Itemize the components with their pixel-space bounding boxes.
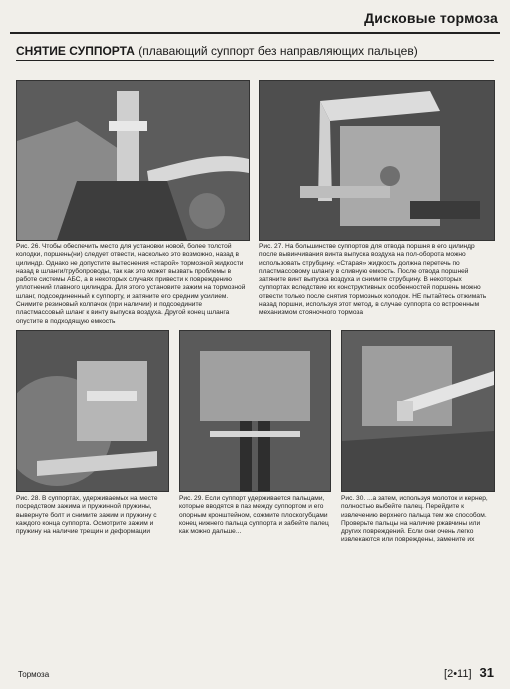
figure-27-caption: Рис. 27. На большинстве суппортов для отвода поршня в его цилиндр после вывинчивания винта выпуска воздуха на пол-оборота можно использовать струбцину. «Старая» жидкость должна перетечь по пластмассовому шлангу в сливную емкость. После отвода поршней затяните винт выпуска воздуха и снимите струбцину. В некоторых суппортах вследствие их конструктивных особенностей поршень можно отвести только после снятия тормозных колодок. НЕ пытайтесь отжимать назад поршни, используя этот метод, в случае суппорта со встроенным механизмом стояночного тормоза xyxy=(259,243,487,317)
section-title: СНЯТИЕ СУППОРТА xyxy=(16,44,135,58)
figure-26-caption: Рис. 26. Чтобы обеспечить место для установки новой, более толстой колодки, поршень(ни) следует отвести, насколько это возможно, назад в цилиндр. Однако не допустите вытеснения «старой» тормозной жидкости назад в шланги/трубопроводы, так как это может вызвать проблемы в работе системы АБС, а в некоторых случаях привести к повреждению уплотнений главного цилиндра. Для этого установите зажим на тормозной шланг, подсоединенный к суппорту, и затяните его средним усилием. Снимите резиновый колпачок (при наличии) и подсоедините пластмассовый шланг к винту выпуска воздуха. Другой конец шланга опустите в подходящую емкость xyxy=(16,243,246,325)
figure-28-photo xyxy=(16,330,169,492)
figure-29-caption: Рис. 29. Если суппорт удерживается пальцами, которые вводятся в паз между суппортом и его опорным кронштейном, сожмите плоскогубцами конец нижнего пальца суппорта и забейте палец как можно дальше... xyxy=(179,495,329,536)
page-title: Дисковые тормоза xyxy=(364,10,498,26)
section-ref: [2•11] xyxy=(444,668,472,680)
footer-chapter: Тормоза xyxy=(18,670,50,679)
section-heading xyxy=(16,44,494,61)
figure-27-photo xyxy=(259,80,495,241)
footer-page-info xyxy=(444,665,494,680)
figure-30-caption: Рис. 30. ...а затем, используя молоток и кернер, полностью выбейте палец. Перейдите к извлечению верхнего пальца тем же способом. Проверьте пальцы на наличие ржавчины или других повреждений. Если они очень легко извлекаются или повреждены, замените их xyxy=(341,495,488,544)
figure-30-photo xyxy=(341,330,495,492)
figure-26-photo xyxy=(16,80,250,241)
figure-28-caption: Рис. 28. В суппортах, удерживаемых на месте посредством зажима и пружинной пружины, вывернуте болт и снимите зажим и пружину с каждого конца суппорта. Осмотрите зажим и пружину на наличие трещин и деформации xyxy=(16,495,158,536)
section-subtitle: (плавающий суппорт без направляющих пальцев) xyxy=(138,44,418,58)
figure-29-photo xyxy=(179,330,331,492)
header-rule xyxy=(10,32,500,34)
page-number: 31 xyxy=(479,665,494,680)
